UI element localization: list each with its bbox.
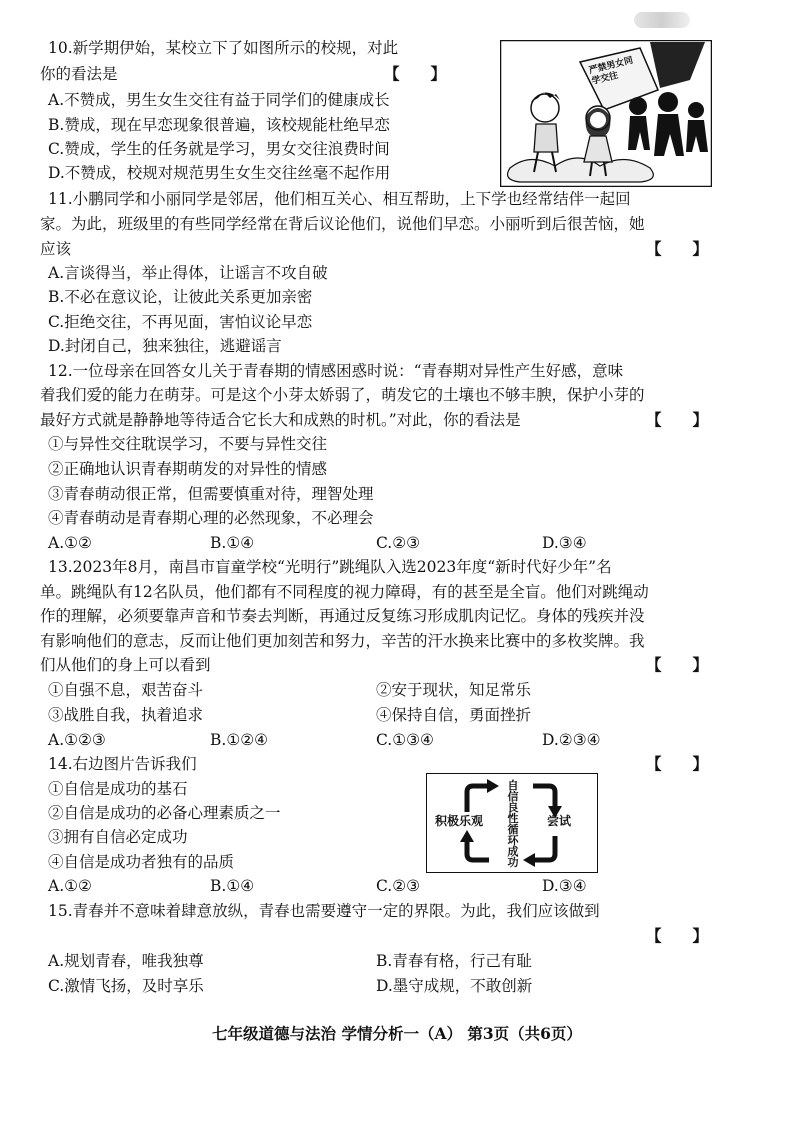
q15-stem: 15.青春并不意味着肆意放纵，青春也需要遵守一定的界限。为此，我们应该做到 (48, 902, 600, 920)
q14-option-c: C.②③ (376, 877, 421, 895)
q14-stem: 14.右边图片告诉我们 (48, 755, 197, 773)
q15-answer-bracket: 【 】 (646, 926, 709, 945)
cycle-left-label: 积极乐观 (435, 814, 484, 828)
q13-option-a: A.①②③ (48, 731, 106, 749)
q14-option-a: A.①② (48, 877, 92, 895)
q11-option-b: B.不必在意议论，让彼此关系更加亲密 (48, 288, 313, 306)
q13-stem-line-3: 作的理解，必须要靠声音和节奏去判断，再通过反复练习形成肌肉记忆。身体的残疾并没 (40, 607, 645, 625)
q11-stem-line-2: 家。为此，班级里的有些同学经常在背后议论他们，说他们早恋。小丽听到后很苦恼，她 (40, 215, 645, 233)
q14-item-4: ④自信是成功者独有的品质 (48, 853, 235, 871)
cycle-char: 环 (507, 834, 519, 847)
scan-smudge (634, 12, 690, 28)
q10-stem-line-2: 你的看法是 (40, 65, 118, 83)
q13-item-3: ③战胜自我，执着追求 (48, 706, 204, 724)
cycle-char: 良 (507, 801, 519, 814)
q12-stem-line-3: 最好方式就是静静地等待适合它长大和成熟的时机。”对此，你的看法是 (40, 411, 521, 429)
q11-option-c: C.拒绝交往，不再见面，害怕议论早恋 (48, 313, 313, 331)
q12-answer-bracket: 【 】 (646, 410, 709, 429)
q10-option-a: A.不赞成，男生女生交往有益于同学们的健康成长 (48, 91, 390, 109)
q14-option-b: B.①④ (210, 877, 255, 895)
cycle-char: 功 (507, 856, 519, 869)
q14-item-3: ③拥有自信必定成功 (48, 828, 188, 846)
page-footer: 七年级道德与法治 学情分析一（A） 第3页（共6页） (212, 1024, 582, 1043)
q12-option-a: A.①② (48, 534, 92, 552)
q13-item-1: ①自强不息，艰苦奋斗 (48, 681, 204, 699)
q12-option-c: C.②③ (376, 534, 421, 552)
q12-item-3: ③青春萌动很正常，但需要慎重对待，理智处理 (48, 485, 374, 503)
q10-answer-bracket: 【 】 (384, 64, 447, 83)
q14-item-2: ②自信是成功的必备心理素质之一 (48, 804, 281, 822)
q13-option-d: D.②③④ (542, 731, 601, 749)
cycle-char: 性 (507, 812, 519, 825)
q10-stem-line-1: 10.新学期伊始，某校立下了如图所示的校规，对此 (48, 39, 399, 57)
cycle-char: 自 (507, 779, 519, 792)
q13-stem-line-5: 们从他们的身上可以看到 (40, 656, 211, 674)
q14-cycle-diagram (426, 773, 598, 873)
cycle-char: 信 (507, 790, 519, 803)
q13-stem-line-2: 单。跳绳队有12名队员，他们都有不同程度的视力障碍，有的甚至是全盲。他们对跳绳动 (40, 583, 649, 601)
q14-item-1: ①自信是成功的基石 (48, 780, 188, 798)
q12-option-b: B.①④ (210, 534, 255, 552)
cartoon-sign-text: 严禁男女同学交往 (588, 55, 635, 87)
q13-stem-line-4: 有影响他们的意志，反而让他们更加刻苦和努力，辛苦的汗水换来比赛中的多枚奖牌。我 (40, 632, 645, 650)
q15-option-c: C.激情飞扬，及时享乐 (48, 977, 204, 995)
q11-option-d: D.封闭自己，独来独往，逃避谣言 (48, 337, 282, 355)
q10-cartoon (500, 40, 712, 187)
q15-option-b: B.青春有格，行己有耻 (376, 952, 532, 970)
q12-stem-line-1: 12.一位母亲在回答女儿关于青春期的情感困惑时说：“青春期对异性产生好感，意味 (48, 362, 624, 380)
q10-option-d: D.不赞成，校规对规范男生女生交往丝毫不起作用 (48, 164, 391, 182)
q13-item-2: ②安于现状，知足常乐 (376, 681, 532, 699)
q11-stem-line-1: 11.小鹏同学和小丽同学是邻居，他们相互关心、相互帮助，上下学也经常结伴一起回 (48, 190, 631, 208)
q10-option-c: C.赞成，学生的任务就是学习，男女交往浪费时间 (48, 140, 390, 158)
q11-answer-bracket: 【 】 (646, 239, 709, 258)
q14-answer-bracket: 【 】 (646, 754, 709, 773)
q10-option-b: B.赞成，现在早恋现象很普遍，该校规能杜绝早恋 (48, 116, 390, 134)
q13-stem-line-1: 13.2023年8月，南昌市盲童学校“光明行”跳绳队入选2023年度“新时代好少年”名 (48, 558, 612, 576)
q12-item-1: ①与异性交往耽误学习，不要与异性交往 (48, 435, 328, 453)
q12-item-2: ②正确地认识青春期萌发的对异性的情感 (48, 460, 328, 478)
q15-option-d: D.墨守成规，不敢创新 (376, 977, 533, 995)
q13-item-4: ④保持自信，勇面挫折 (376, 706, 532, 724)
cycle-center-text (503, 780, 523, 868)
q12-option-d: D.③④ (542, 534, 587, 552)
q15-option-a: A.规划青春，唯我独尊 (48, 952, 204, 970)
q13-answer-bracket: 【 】 (646, 655, 709, 674)
q12-stem-line-2: 着我们爱的能力在萌芽。可是这个小芽太娇弱了，萌发它的土壤也不够丰腴，保护小芽的 (40, 386, 645, 404)
q13-option-c: C.①③④ (376, 731, 434, 749)
q12-item-4: ④青春萌动是青春期心理的必然现象，不必理会 (48, 509, 374, 527)
cycle-char: 成 (507, 845, 519, 858)
cycle-right-label: 尝试 (547, 814, 572, 828)
cycle-char: 循 (507, 823, 519, 836)
q11-stem-line-3: 应该 (40, 240, 72, 258)
q14-option-d: D.③④ (542, 877, 587, 895)
q11-option-a: A.言谈得当，举止得体，让谣言不攻自破 (48, 264, 328, 282)
q13-option-b: B.①②④ (210, 731, 269, 749)
